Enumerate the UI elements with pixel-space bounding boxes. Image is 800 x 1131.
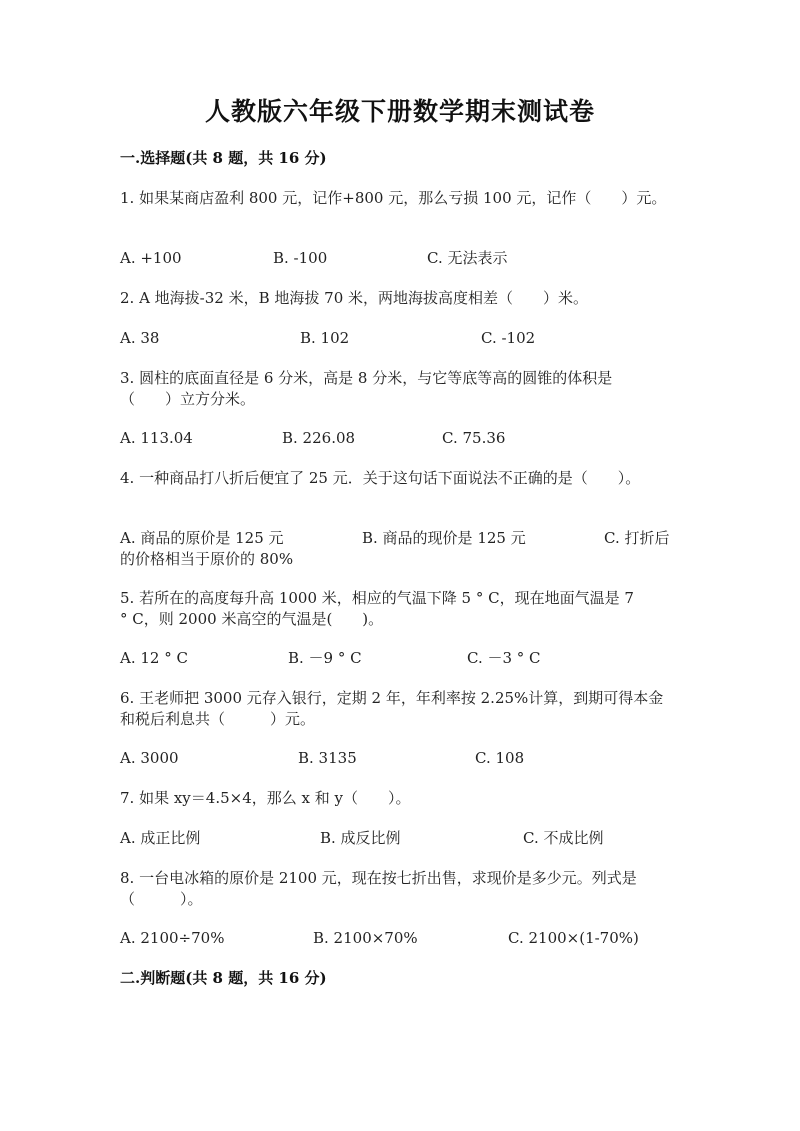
question-8-text-line-1: 8. 一台电冰箱的原价是 2100 元，现在按七折出售，求现价是多少元。列式是: [120, 869, 637, 887]
question-7-option-c: C. 不成比例: [523, 829, 604, 847]
question-6-option-c: C. 108: [475, 749, 525, 767]
question-6-text-line-2: 和税后利息共（ ）元。: [120, 710, 316, 728]
question-2-option-b: B. 102: [300, 329, 350, 347]
question-4-option-c: C. 打折后: [604, 529, 670, 547]
question-5-option-b: B. －9 ° C: [288, 649, 362, 667]
question-4-text: 4. 一种商品打八折后便宜了 25 元．关于这句话下面说法不正确的是（ ）。: [120, 469, 641, 487]
question-8-option-a: A. 2100÷70%: [120, 929, 225, 947]
question-3-options: [120, 427, 680, 449]
question-2-options: [120, 327, 680, 349]
question-1-option-c: C. 无法表示: [427, 249, 508, 267]
question-3-text-line-2: （ ）立方分米。: [120, 390, 256, 408]
question-4-option-b: B. 商品的现价是 125 元: [362, 529, 526, 547]
question-1-options: [120, 247, 680, 269]
question-7-text: 7. 如果 xy＝4.5×4，那么 x 和 y（ ）。: [120, 789, 411, 807]
question-5-option-c: C. －3 ° C: [467, 649, 541, 667]
question-5-option-a: A. 12 ° C: [120, 649, 188, 667]
question-1-option-b: B. -100: [273, 249, 328, 267]
question-8-option-c: C. 2100×(1-70%): [508, 929, 639, 947]
question-4-option-a: A. 商品的原价是 125 元: [120, 529, 284, 547]
question-3-option-c: C. 75.36: [442, 429, 506, 447]
question-8-options: [120, 927, 680, 949]
question-2-text: 2. A 地海拔-32 米，B 地海拔 70 米，两地海拔高度相差（ ）米。: [120, 289, 589, 307]
question-2-option-c: C. -102: [481, 329, 536, 347]
question-6-option-a: A. 3000: [120, 749, 179, 767]
question-5-text-line-2: ° C，则 2000 米高空的气温是( )。: [120, 610, 384, 628]
question-8-option-b: B. 2100×70%: [313, 929, 418, 947]
question-6-option-b: B. 3135: [298, 749, 357, 767]
question-7-options: [120, 827, 680, 849]
question-3-option-b: B. 226.08: [282, 429, 356, 447]
question-6-options: [120, 747, 680, 769]
question-1-option-a: A. +100: [120, 249, 182, 267]
question-6-text-line-1: 6. 王老师把 3000 元存入银行，定期 2 年，年利率按 2.25%计算，到期可得本金: [120, 689, 664, 707]
question-4-option-c-continuation: 的价格相当于原价的 80%: [120, 550, 294, 568]
question-3-option-a: A. 113.04: [120, 429, 193, 447]
section-heading-choice: 一.选择题(共 8 题，共 16 分): [120, 149, 327, 167]
question-5-text-line-1: 5. 若所在的高度每升高 1000 米，相应的气温下降 5 ° C，现在地面气温是 7: [120, 589, 634, 607]
page-title: 人教版六年级下册数学期末测试卷: [204, 97, 595, 126]
question-2-option-a: A. 38: [120, 329, 160, 347]
question-8-text-line-2: （ ）。: [120, 890, 203, 908]
question-3-text-line-1: 3. 圆柱的底面直径是 6 分米，高是 8 分米，与它等底等高的圆锥的体积是: [120, 369, 613, 387]
question-7-option-b: B. 成反比例: [320, 829, 401, 847]
question-5-options: [120, 647, 680, 669]
question-1-text: 1. 如果某商店盈利 800 元，记作+800 元，那么亏损 100 元，记作（ ）元。: [120, 189, 667, 207]
question-7-option-a: A. 成正比例: [120, 829, 201, 847]
section-heading-judgment: 二.判断题(共 8 题，共 16 分): [120, 969, 327, 987]
question-4-options: [120, 527, 680, 549]
